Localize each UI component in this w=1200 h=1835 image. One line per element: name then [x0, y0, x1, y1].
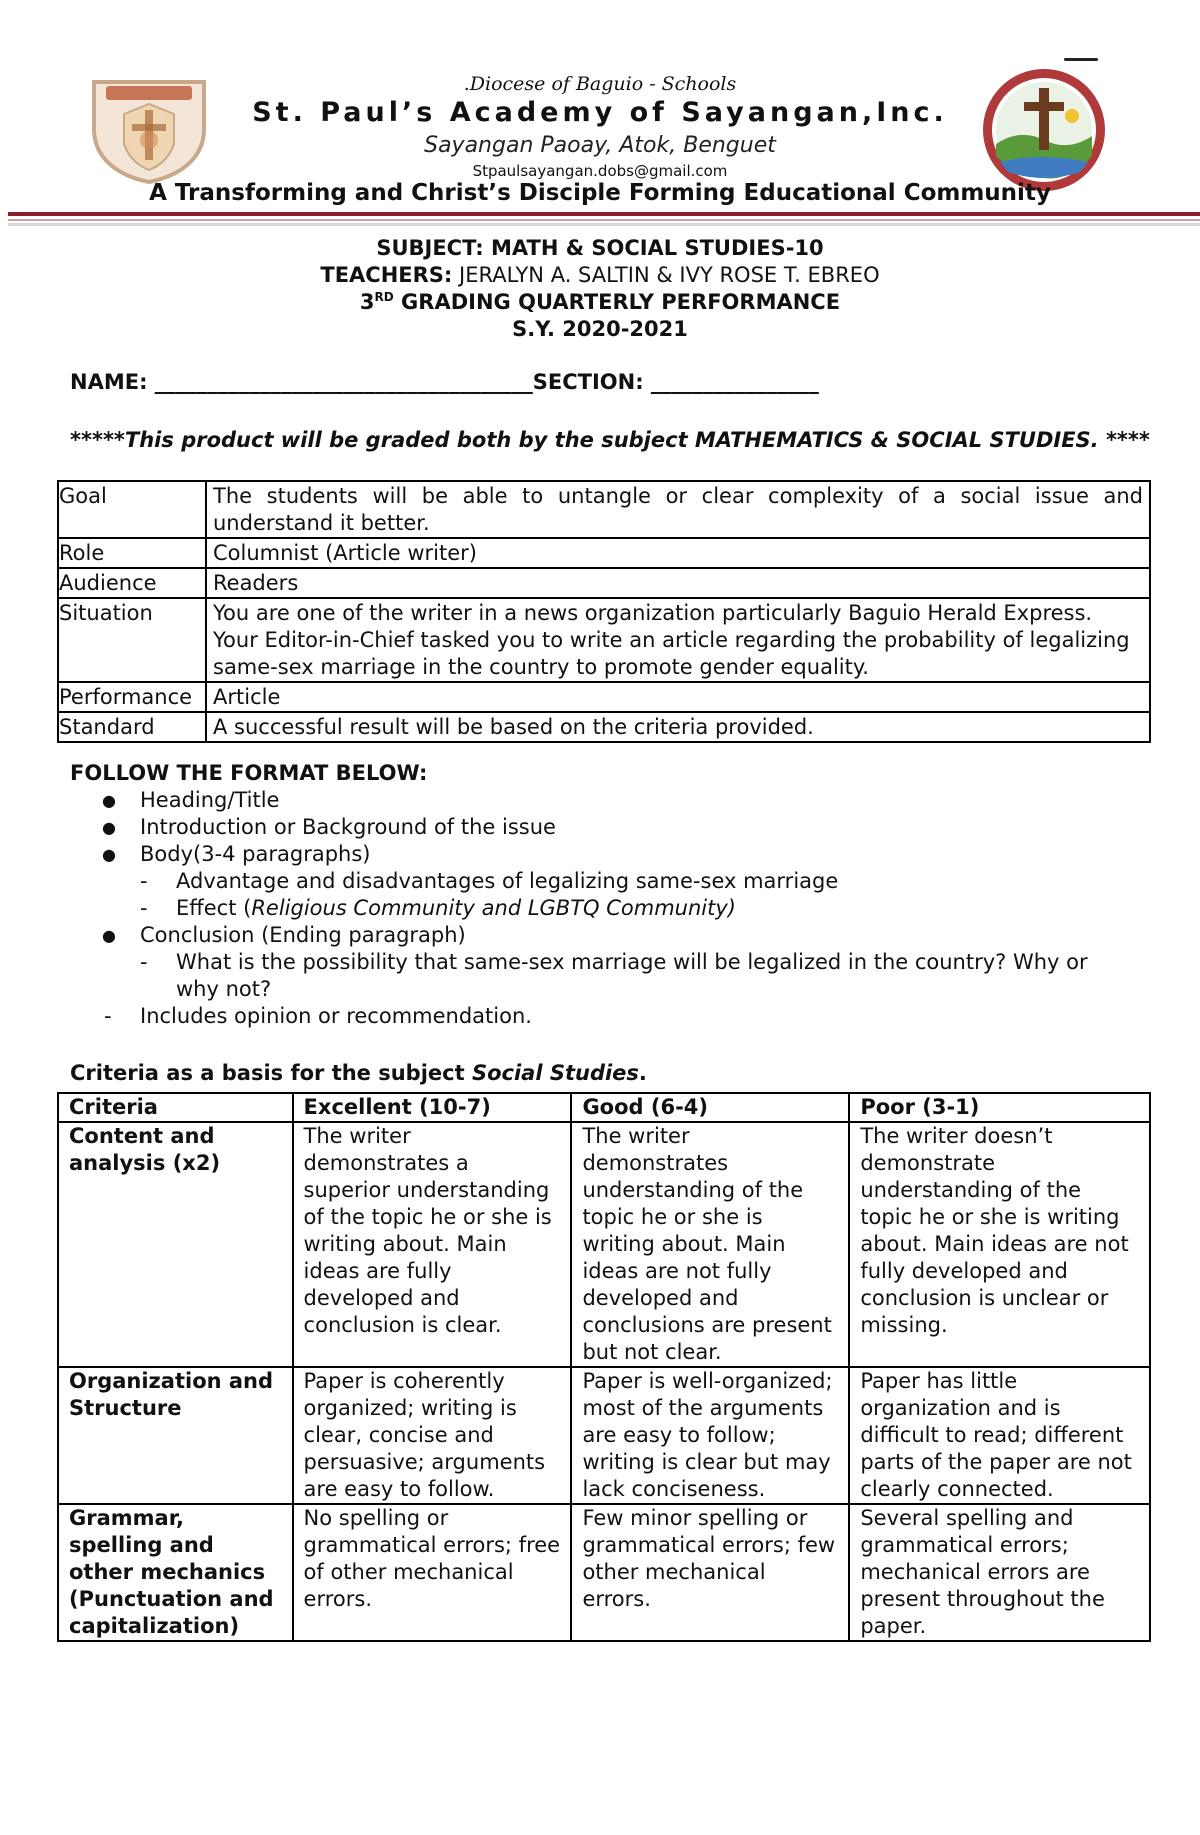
excellent-cell: No spelling or grammatical errors; free of other mechanical errors.	[293, 1504, 572, 1641]
school-address: Sayangan Paoay, Atok, Benguet	[424, 133, 776, 158]
grasps-key: Goal	[58, 481, 206, 538]
column-header: Excellent (10-7)	[293, 1093, 572, 1122]
grasps-value: A successful result will be based on the criteria provided.	[206, 712, 1150, 742]
effect-label: Effect (	[176, 896, 252, 920]
table-row	[58, 712, 1150, 742]
subject-line: SUBJECT: MATH & SOCIAL STUDIES-10	[376, 236, 824, 260]
teachers-label: TEACHERS:	[320, 263, 453, 287]
grading-suffix: RD	[374, 290, 394, 304]
grasps-key: Audience	[58, 568, 206, 598]
teachers-line	[0, 263, 1200, 287]
list-item: ● Conclusion (Ending paragraph)	[70, 922, 1130, 949]
grasps-key: Role	[58, 538, 206, 568]
grading-note: *****This product will be graded both by the subject MATHEMATICS & SOCIAL STUDIES. ****	[70, 428, 1150, 452]
list-item: ● Body(3-4 paragraphs)	[70, 841, 1130, 868]
grasps-key: Standard	[58, 712, 206, 742]
poor-cell: The writer doesn’t demonstrate understanding of the topic he or she is writing about. Main ideas are not fully developed and conclusion is unclear or missing.	[849, 1122, 1150, 1367]
school-name: St. Paul’s Academy of Sayangan,Inc.	[252, 97, 948, 128]
teachers-names: JERALYN A. SALTIN & IVY ROSE T. EBREO	[452, 263, 880, 287]
header-divider-shade	[8, 223, 1200, 226]
diocese-line: .Diocese of Baguio - Schools	[463, 73, 737, 95]
column-header: Criteria	[58, 1093, 293, 1122]
grading-number: 3	[359, 290, 375, 314]
grasps-key: Situation	[58, 598, 206, 682]
list-item	[70, 895, 1130, 922]
poor-cell: Several spelling and grammatical errors; mechanical errors are present throughout the paper.	[849, 1504, 1150, 1641]
good-cell: Paper is well-organized; most of the arguments are easy to follow; writing is clear but may lack conciseness.	[571, 1367, 849, 1504]
criteria-title	[70, 1061, 647, 1085]
table-row	[58, 568, 1150, 598]
good-cell: Few minor spelling or grammatical errors; few other mechanical errors.	[571, 1504, 849, 1641]
school-email: Stpaulsayangan.dobs@gmail.com	[472, 162, 728, 180]
criteria-title-prefix: Criteria as a basis for the subject	[70, 1061, 472, 1085]
grasps-table	[57, 480, 1151, 743]
table-row	[58, 598, 1150, 682]
grasps-value: Article	[206, 682, 1150, 712]
list-item: ● Heading/Title	[70, 787, 1130, 814]
format-section	[70, 760, 1130, 1030]
poor-cell: Paper has little organization and is difficult to read; different parts of the paper are not clearly connected.	[849, 1367, 1150, 1504]
rubric-table	[57, 1092, 1151, 1642]
school-motto: A Transforming and Christ’s Disciple Forming Educational Community	[149, 180, 1051, 206]
grasps-value: The students will be able to untangle or clear complexity of a social issue and understand it better.	[206, 481, 1150, 538]
table-row	[58, 1122, 1150, 1367]
grasps-value: You are one of the writer in a news organization particularly Baguio Herald Express. Your Editor-in-Chief tasked you to write an article regarding the probability of legalizing same-sex marriage in the country to promote gender equality.	[206, 598, 1150, 682]
criteria-title-suffix: .	[638, 1061, 647, 1085]
header-divider	[8, 212, 1200, 216]
list-item: - What is the possibility that same-sex marriage will be legalized in the country? Why or why not?	[70, 949, 1130, 1003]
grasps-value: Readers	[206, 568, 1150, 598]
header-divider-thin	[8, 219, 1200, 221]
table-row	[58, 1504, 1150, 1641]
column-header: Good (6-4)	[571, 1093, 849, 1122]
excellent-cell: The writer demonstrates a superior understanding of the topic he or she is writing about. Main ideas are fully developed and conclusion is clear.	[293, 1122, 572, 1367]
criteria-title-subject: Social Studies	[471, 1061, 639, 1085]
effect-detail: Religious Community and LGBTQ Community)	[251, 896, 736, 920]
table-row	[58, 682, 1150, 712]
column-header: Poor (3-1)	[849, 1093, 1150, 1122]
table-row	[58, 481, 1150, 538]
grasps-key: Performance	[58, 682, 206, 712]
list-item: - Advantage and disadvantages of legalizing same-sex marriage	[70, 868, 1130, 895]
criterion-cell: Content and analysis (x2)	[58, 1122, 293, 1367]
format-title: FOLLOW THE FORMAT BELOW:	[70, 761, 428, 785]
excellent-cell: Paper is coherently organized; writing is clear, concise and persuasive; arguments are easy to follow.	[293, 1367, 572, 1504]
corner-mark	[1064, 58, 1098, 61]
criterion-cell: Organization and Structure	[58, 1367, 293, 1504]
criterion-cell: Grammar, spelling and other mechanics (Punctuation and capitalization)	[58, 1504, 293, 1641]
table-row	[58, 538, 1150, 568]
table-header-row	[58, 1093, 1150, 1122]
format-list	[70, 787, 1130, 1030]
name-section-line: NAME: ____________________________________SECTION: ________________	[70, 370, 819, 394]
grading-line	[0, 290, 1200, 314]
list-item: ● Introduction or Background of the issue	[70, 814, 1130, 841]
good-cell: The writer demonstrates understanding of the topic he or she is writing about. Main ideas are not fully developed and conclusions are present but not clear.	[571, 1122, 849, 1367]
grasps-value: Columnist (Article writer)	[206, 538, 1150, 568]
table-row	[58, 1367, 1150, 1504]
school-year: S.Y. 2020-2021	[512, 317, 688, 341]
list-item: - Includes opinion or recommendation.	[70, 1003, 1130, 1030]
grading-rest: GRADING QUARTERLY PERFORMANCE	[393, 290, 841, 314]
